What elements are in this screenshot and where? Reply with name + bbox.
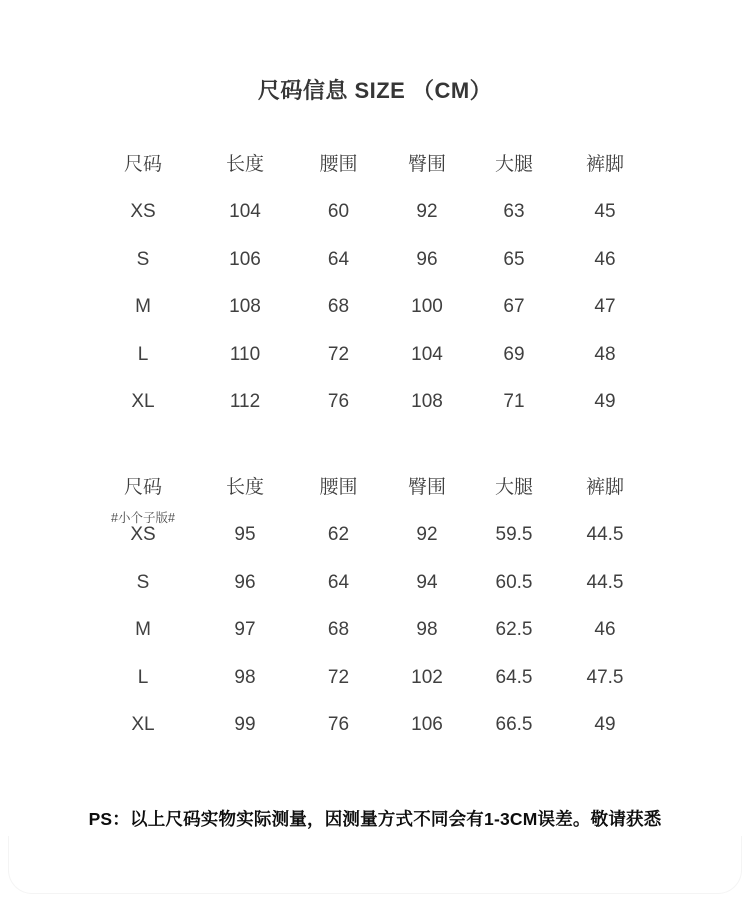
table-row (90, 284, 653, 332)
table-header-row (90, 464, 653, 525)
measurement-value: 65 (503, 248, 525, 270)
size-table-standard (90, 141, 653, 426)
measurement-value: 92 (416, 201, 438, 223)
size-label: M (135, 296, 151, 318)
measurement-value: 106 (411, 714, 443, 736)
column-header-4: 大腿 (494, 153, 533, 175)
column-header-3: 臀围 (407, 476, 446, 498)
footer-note: PS：以上尺码实物实际测量，因测量方式不同会有1-3CM误差。敬请获悉 (88, 809, 662, 829)
measurement-value: 44.5 (586, 524, 624, 546)
size-label: L (137, 343, 149, 365)
measurement-value: 46 (594, 248, 616, 270)
measurement-value: 98 (234, 666, 256, 688)
size-label: XS (130, 201, 156, 223)
measurement-value: 63 (503, 201, 525, 223)
size-label: XS (130, 524, 156, 546)
measurement-value: 95 (234, 524, 256, 546)
table-row (90, 236, 653, 284)
table-row (90, 331, 653, 379)
measurement-value: 49 (594, 391, 616, 413)
column-header-3: 臀围 (407, 153, 446, 175)
measurement-value: 68 (327, 296, 350, 318)
size-label: XL (131, 391, 155, 413)
measurement-value: 64.5 (495, 666, 533, 688)
measurement-value: 46 (594, 619, 616, 641)
measurement-value: 94 (416, 571, 438, 593)
measurement-value: 112 (229, 391, 261, 413)
measurement-value: 104 (229, 201, 261, 223)
column-header-0: 尺码 #小个子版# (90, 477, 196, 499)
column-header-1: 长度 (225, 476, 264, 498)
measurement-value: 104 (411, 343, 443, 365)
table-header-row (90, 141, 653, 189)
table-row (90, 607, 653, 655)
measurement-value: 68 (327, 619, 350, 641)
measurement-value: 69 (503, 343, 525, 365)
measurement-value: 59.5 (495, 524, 533, 546)
table-row (90, 189, 653, 237)
measurement-value: 96 (234, 571, 256, 593)
measurement-value: 98 (416, 619, 438, 641)
measurement-value: 60.5 (495, 571, 533, 593)
size-label: M (135, 619, 151, 641)
card-bottom-border (8, 836, 742, 894)
measurement-value: 64 (327, 248, 350, 270)
measurement-value: 72 (327, 343, 350, 365)
column-header-2: 腰围 (319, 476, 358, 498)
column-header-2: 腰围 (319, 153, 358, 175)
size-label: L (137, 666, 149, 688)
table-body (90, 189, 653, 427)
table-body (90, 512, 653, 750)
measurement-value: 97 (234, 619, 256, 641)
page-title: 尺码信息 SIZE （CM） (257, 78, 493, 103)
measurement-value: 71 (503, 391, 525, 413)
measurement-value: 44.5 (586, 571, 624, 593)
measurement-value: 62 (327, 524, 350, 546)
measurement-value: 66.5 (495, 714, 533, 736)
table-row (90, 559, 653, 607)
column-header-5: 裤脚 (585, 476, 624, 498)
measurement-value: 96 (416, 248, 438, 270)
size-table-petite (90, 464, 653, 749)
table-row (90, 702, 653, 750)
column-header-4: 大腿 (494, 476, 533, 498)
size-label: XL (131, 714, 155, 736)
measurement-value: 110 (229, 343, 261, 365)
measurement-value: 99 (234, 714, 256, 736)
measurement-value: 102 (411, 666, 443, 688)
measurement-value: 72 (327, 666, 350, 688)
measurement-value: 45 (594, 201, 616, 223)
measurement-value: 108 (411, 391, 443, 413)
measurement-value: 62.5 (495, 619, 533, 641)
measurement-value: 48 (594, 343, 616, 365)
measurement-value: 47 (594, 296, 616, 318)
size-label: S (136, 571, 150, 593)
measurement-value: 64 (327, 571, 350, 593)
column-header-0: 尺码 (123, 153, 162, 175)
column-header-1: 长度 (225, 153, 264, 175)
measurement-value: 49 (594, 714, 616, 736)
measurement-value: 67 (503, 296, 525, 318)
measurement-value: 76 (327, 391, 350, 413)
measurement-value: 60 (327, 201, 350, 223)
measurement-value: 92 (416, 524, 438, 546)
size-label: S (136, 248, 150, 270)
measurement-value: 47.5 (586, 666, 624, 688)
measurement-value: 76 (327, 714, 350, 736)
column-header-5: 裤脚 (585, 153, 624, 175)
measurement-value: 106 (229, 248, 261, 270)
petite-version-label: #小个子版# (111, 510, 175, 525)
measurement-value: 100 (411, 296, 443, 318)
table-row (90, 654, 653, 702)
table-row (90, 379, 653, 427)
measurement-value: 108 (229, 296, 261, 318)
